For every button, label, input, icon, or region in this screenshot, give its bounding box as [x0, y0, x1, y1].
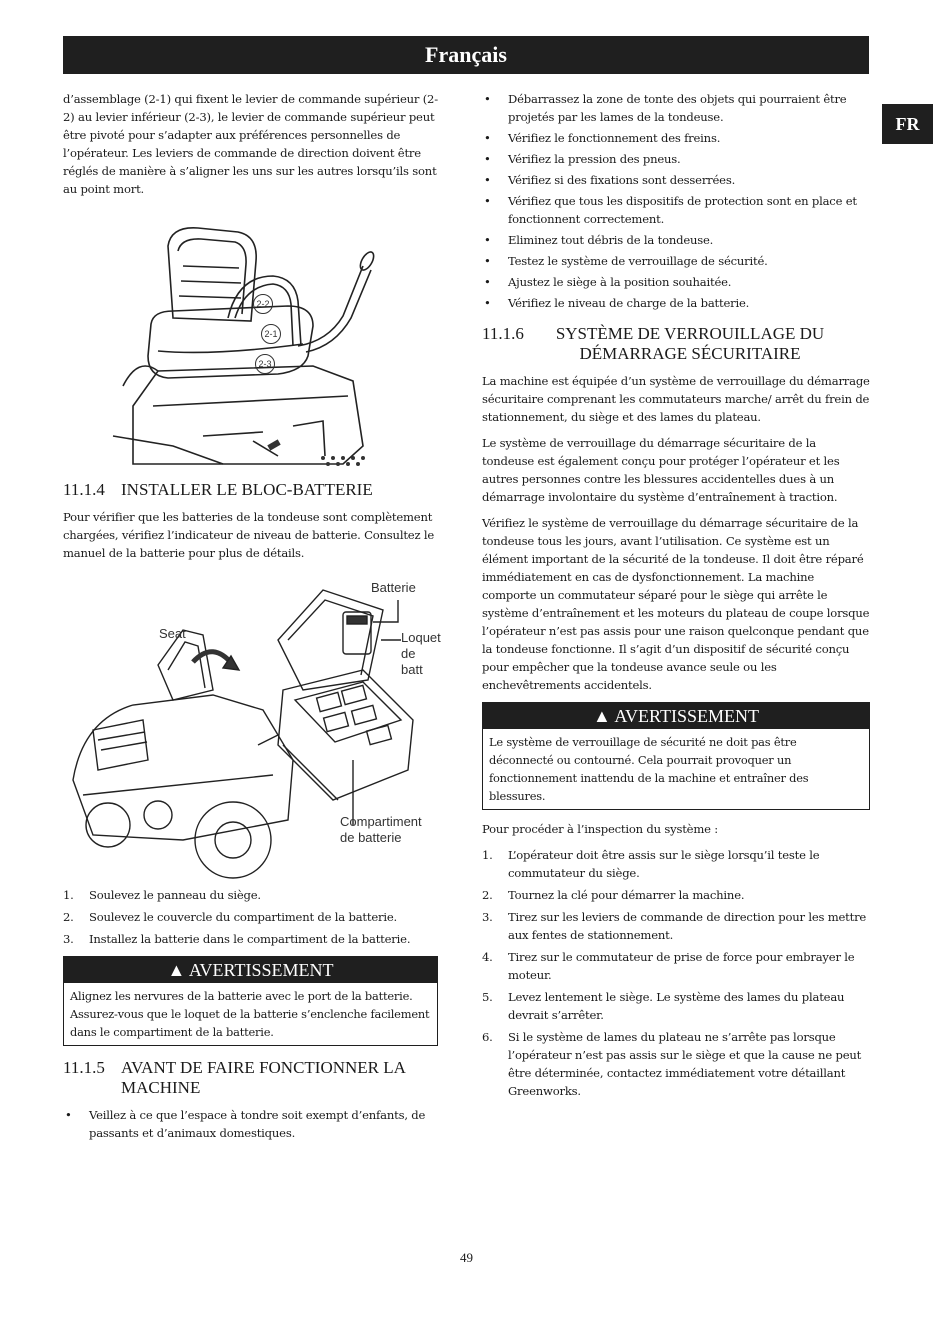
interlock-paragraph-2: Le système de verrouillage du démarrage sécuritaire de la tondeuse est également conçu pour protéger l’opérateur et les autres personnes contre les blessures accidentelles dues à un démarrage involontaire du système d’entraînement à traction. [482, 436, 840, 504]
pre-operation-bullets [63, 1106, 438, 1142]
list-item: 2. Soulevez le couvercle du compartiment de la batterie. [63, 910, 397, 924]
list-item: • Ajustez le siège à la position souhaitée. [484, 275, 732, 289]
battery-compartment-figure [63, 570, 441, 880]
checklist-bullets [482, 90, 870, 312]
interlock-paragraph-3: Vérifiez le système de verrouillage du démarrage sécuritaire de la tondeuse tous les jours, avant l’utilisation. Ce système est un élément important de la sécurité de la tondeuse. Il doit être réparé immédiatement en cas de dysfonctionnement. La machine comporte un commutateur séparé pour le siège qui arrête le système d’entraînement et les moteurs du plateau de coupe lorsque l’opérateur n’est pas assis pour une raison quelconque pendant que la tondeuse fonctionne. Il s’agit d’un dispositif de sécurité conçu pour empêcher que la tondeuse avance seule ou les enchevêtrements accidentels. [482, 516, 870, 692]
section-11-1-4-heading: 11.1.4 INSTALLER LE BLOC-BATTERIE [63, 480, 373, 499]
list-item: • Vérifiez le niveau de charge de la batterie. [484, 296, 750, 310]
list-item: • Vérifiez si des fixations sont desserrées. [484, 173, 736, 187]
inspection-intro: Pour procéder à l’inspection du système : [482, 822, 718, 836]
section-11-1-5-heading: 11.1.5 AVANT DE FAIRE FONCTIONNER LA MACHINE [63, 1058, 405, 1097]
warning-title: ▲ AVERTISSEMENT [483, 703, 869, 729]
label-compartiment-line1: Compartiment [340, 814, 422, 829]
warning-title: ▲ AVERTISSEMENT [64, 957, 437, 983]
interlock-paragraph-1: La machine est équipée d’un système de verrouillage du démarrage sécuritaire comprenant les commutateurs marche/ arrêt du frein de stationnement, du siège et des lames du plateau. [482, 374, 870, 424]
warning-body: Alignez les nervures de la batterie avec le port de la batterie. Assurez-vous que le loquet de la batterie s’enclenche facilement dans le compartiment de la batterie. [70, 989, 430, 1039]
list-item: 2. Tournez la clé pour démarrer la machine. [482, 888, 745, 902]
label-seat: Seat [159, 626, 186, 641]
label-loquet-line1: Loquet [401, 630, 441, 645]
list-item: • Eliminez tout débris de la tondeuse. [484, 233, 714, 247]
callout-2-2: 2-2 [253, 294, 273, 314]
battery-check-paragraph: Pour vérifier que les batteries de la tondeuse sont complètement chargées, vérifiez l’indicateur de niveau de batterie. Consultez le manuel de la batterie pour plus de détails. [63, 510, 435, 560]
section-11-1-6-heading: 11.1.6 SYSTÈME DE VERROUILLAGE DU DÉMARRAGE SÉCURITAIRE [482, 324, 825, 363]
list-item: 1. L’opérateur doit être assis sur le siège lorsqu’il teste le commutateur du siège. [482, 848, 820, 880]
list-item: 5. Levez lentement le siège. Le système des lames du plateau devrait s’arrêter. [482, 990, 845, 1022]
list-item: • Vérifiez le fonctionnement des freins. [484, 131, 721, 145]
list-item: 1. Soulevez le panneau du siège. [63, 888, 261, 902]
callout-2-3: 2-3 [255, 354, 275, 374]
right-column [482, 90, 870, 1104]
warning-body: Le système de verrouillage de sécurité ne doit pas être déconnecté ou contourné. Cela pourrait provoquer un fonctionnement inattendu de la machine et entraîner des blessures. [489, 735, 809, 803]
warning-box-interlock [482, 702, 870, 810]
callout-2-1: 2-1 [261, 324, 281, 344]
warning-box-battery [63, 956, 438, 1046]
page-number: 49 [460, 1250, 473, 1265]
left-column [63, 90, 441, 1145]
install-steps-list [63, 886, 438, 948]
page-header-language: Français [63, 36, 869, 74]
list-item: • Vérifiez que tous les dispositifs de protection sont en place et fonctionnent correctement. [484, 194, 857, 226]
label-compartiment-line2: de batterie [340, 830, 402, 845]
list-item: 3. Installez la batterie dans le compartiment de la batterie. [63, 932, 411, 946]
inspection-steps-list [482, 846, 870, 1100]
steering-lever-figure [63, 206, 438, 468]
list-item: • Testez le système de verrouillage de sécurité. [484, 254, 768, 268]
label-loquet-line2: de batt [401, 646, 423, 677]
list-item: 4. Tirez sur le commutateur de prise de force pour embrayer le moteur. [482, 950, 855, 982]
list-item: • Veillez à ce que l’espace à tondre soit exempt d’enfants, de passants et d’animaux domestiques. [65, 1108, 426, 1140]
language-tab: FR [882, 104, 933, 144]
intro-paragraph: d’assemblage (2-1) qui fixent le levier de commande supérieur (2-2) au levier inférieur (2-3), le levier de commande supérieur peut être pivoté pour s’adapter aux préférences personnelles de l’opérateur. Les leviers de commande de direction doivent être réglés de manière à s’aligner les uns sur les autres lorsqu’ils sont au point mort. [63, 92, 438, 196]
list-item: • Vérifiez la pression des pneus. [484, 152, 681, 166]
list-item: 3. Tirez sur les leviers de commande de direction pour les mettre aux fentes de stationnement. [482, 910, 867, 942]
label-batterie: Batterie [371, 580, 416, 595]
list-item: • Débarrassez la zone de tonte des objets qui pourraient être projetés par les lames de la tondeuse. [484, 92, 847, 124]
mower-seat-illustration [63, 206, 438, 468]
list-item: 6. Si le système de lames du plateau ne s’arrête pas lorsque l’opérateur n’est pas assis sur le siège et que la cause ne peut être déterminée, contactez immédiatement votre détaillant Greenworks. [482, 1030, 862, 1098]
